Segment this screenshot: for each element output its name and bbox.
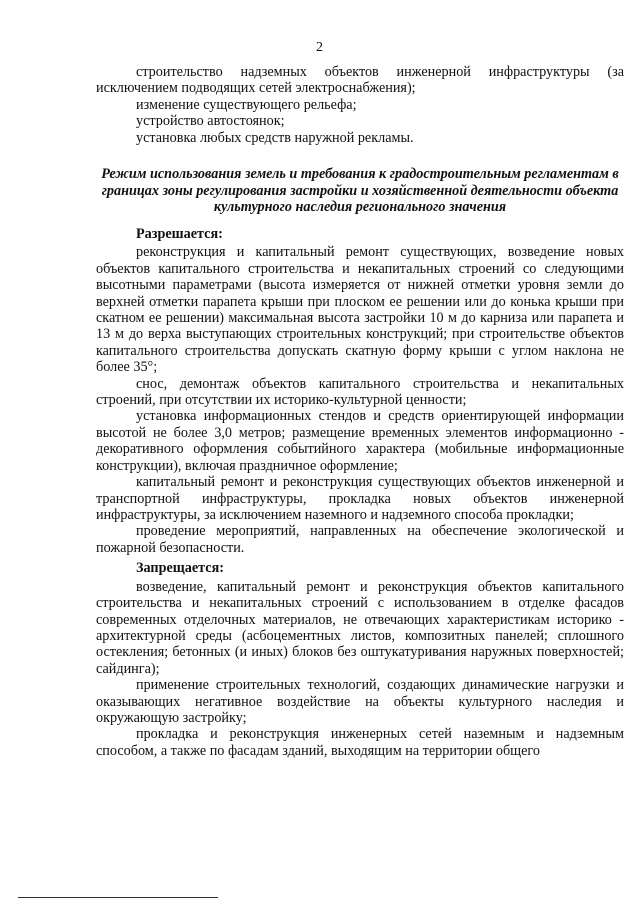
- top-item-2: изменение существующего рельефа;: [136, 96, 357, 113]
- page-number: 2: [316, 40, 323, 55]
- footer-divider: [18, 897, 218, 898]
- top-item-3: устройство автостоянок;: [136, 113, 285, 130]
- allowed-item-5: проведение мероприятий, направленных на обеспечение экологической и пожарной безопасности.: [96, 523, 624, 556]
- allowed-title: Разрешается:: [136, 225, 223, 242]
- section-heading: Режим использования земель и требования к градостроительным регламентам в границах зоны регулирования застройки и хозяйственной деятельности объекта культурного наследия регионального значения: [101, 166, 619, 216]
- allowed-item-2: снос, демонтаж объектов капитального строительства и некапитальных строений, при отсутствии их историко-культурной ценности;: [96, 375, 624, 409]
- forbidden-title: Запрещается:: [136, 560, 224, 577]
- allowed-item-1: реконструкция и капитальный ремонт существующих, возведение новых объектов капитального строительства и некапитальных строений со следующими высотными параметрами (высота измеряется от нижней отметки уровня земли до верхней отметки парапета крыши при плоском ее решении или до конька крыши при скатном ее решении) максимальная высота застройки 10 м до карниза или парапета и 13 м до верха выступающих строительных конструкций; при строительстве объектов капитального строительства допускать скатную форму крыши с углом наклона не более 35°;: [96, 244, 624, 376]
- top-item-1: строительство надземных объектов инженерной инфраструктуры (за исключением подводящих сетей электроснабжения);: [96, 64, 624, 97]
- forbidden-item-3: прокладка и реконструкция инженерных сетей наземным и надземным способом, а также по фасадам зданий, выходящим на территории общего: [96, 726, 624, 759]
- forbidden-item-2: применение строительных технологий, создающих динамические нагрузки и оказывающих негативное воздействие на объекты культурного наследия и окружающую застройку;: [96, 677, 624, 726]
- top-item-4: установка любых средств наружной рекламы.: [136, 129, 414, 146]
- allowed-item-3: установка информационных стендов и средств ориентирующей информации высотой не более 3,0 метров; размещение временных элементов информационно - декоративного оформления событийного характера (мобильные информационные конструкции), включая праздничное оформление;: [96, 408, 624, 474]
- allowed-item-4: капитальный ремонт и реконструкция существующих объектов инженерной и транспортной инфраструктуры, прокладка новых объектов инженерной инфраструктуры, за исключением наземного и надземного способа прокладки;: [96, 474, 624, 523]
- document-body: [96, 64, 624, 759]
- forbidden-item-1: возведение, капитальный ремонт и реконструкция объектов капитального строительства и некапитальных строений с использованием в отделке фасадов современных отделочных материалов, не отвечающих характеристикам историко - архитектурной среды (асбоцементных листов, композитных панелей; сплошного остекления; бетонных (и иных) блоков без оштукатуривания наружных поверхностей; сайдинга);: [96, 578, 624, 677]
